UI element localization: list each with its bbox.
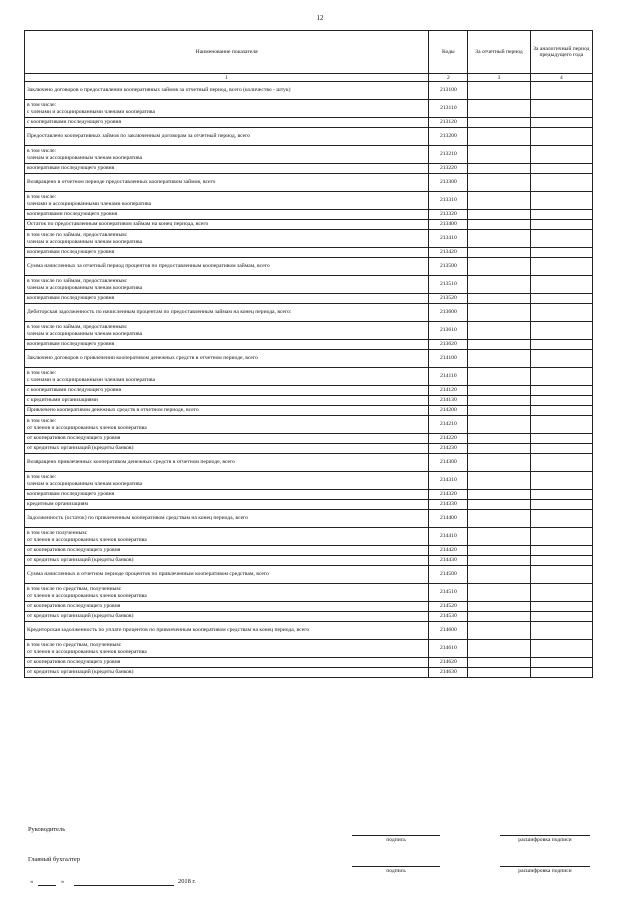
- indicator-code: 213500: [429, 258, 468, 276]
- table-row: [25, 340, 593, 350]
- date-year: 2018 г.: [178, 878, 196, 885]
- head-decoding-line[interactable]: [500, 835, 590, 836]
- indicator-code: 214220: [429, 434, 468, 444]
- indicator-code: 213610: [429, 322, 468, 340]
- current-period-value[interactable]: [468, 386, 530, 396]
- previous-period-value[interactable]: [530, 220, 592, 230]
- date-day-line[interactable]: [38, 885, 56, 886]
- current-period-value[interactable]: [468, 220, 530, 230]
- indicator-code: 214310: [429, 472, 468, 490]
- previous-period-value[interactable]: [530, 304, 592, 322]
- current-period-value[interactable]: [468, 164, 530, 174]
- current-period-value[interactable]: [468, 490, 530, 500]
- indicator-name: в том числе: с членами и ассоциированными членами кооператива: [25, 368, 429, 386]
- head-signature-line[interactable]: [352, 835, 440, 836]
- indicator-code: 214230: [429, 444, 468, 454]
- previous-period-value[interactable]: [530, 258, 592, 276]
- table-row: [25, 396, 593, 406]
- current-period-value[interactable]: [468, 528, 530, 546]
- indicator-name: в том числе по займам, предоставленным: членам и ассоциированным членам кооператива: [25, 322, 429, 340]
- indicator-code: 214410: [429, 528, 468, 546]
- current-period-value[interactable]: [468, 668, 530, 678]
- table-row: [25, 556, 593, 566]
- current-period-value[interactable]: [468, 444, 530, 454]
- table-row: [25, 164, 593, 174]
- current-period-value[interactable]: [468, 416, 530, 434]
- previous-period-value[interactable]: [530, 500, 592, 510]
- current-period-value[interactable]: [468, 128, 530, 146]
- indicator-name: Предоставлено кооперативных займов по заключенным договорам за отчетный период, всего: [25, 128, 429, 146]
- current-period-value[interactable]: [468, 472, 530, 490]
- current-period-value[interactable]: [468, 500, 530, 510]
- table-row: [25, 454, 593, 472]
- indicator-name: с кооперативами последующего уровня: [25, 118, 429, 128]
- table-row: [25, 322, 593, 340]
- indicator-name: от кооперативов последующего уровня: [25, 658, 429, 668]
- indicator-code: 213400: [429, 220, 468, 230]
- previous-period-value[interactable]: [530, 406, 592, 416]
- previous-period-value[interactable]: [530, 294, 592, 304]
- indicator-code: 213310: [429, 192, 468, 210]
- previous-period-value[interactable]: [530, 100, 592, 118]
- indicator-name: от кооперативов последующего уровня: [25, 546, 429, 556]
- previous-period-value[interactable]: [530, 230, 592, 248]
- page-number: 12: [316, 14, 324, 22]
- table-row: [25, 546, 593, 556]
- current-period-value[interactable]: [468, 640, 530, 658]
- indicator-name: кооперативам последующего уровня: [25, 164, 429, 174]
- indicator-name: Задолженность (остаток) по привлеченным кооперативом средствам на конец периода, всего: [25, 510, 429, 528]
- indicator-name: в том числе: с членами и ассоциированными членами кооператива: [25, 100, 429, 118]
- current-period-value[interactable]: [468, 566, 530, 584]
- indicator-code: 214110: [429, 368, 468, 386]
- previous-period-value[interactable]: [530, 322, 592, 340]
- accountant-signature-caption: подпись: [386, 868, 406, 874]
- table-row: [25, 612, 593, 622]
- head-signature-caption: подпись: [386, 837, 406, 843]
- indicator-name: в том числе по займам, предоставленным: членам и ассоциированным членам кооператива: [25, 276, 429, 294]
- indicator-name: Сумма начисленных в отчетном периоде процентов по привлеченным кооперативом средствам, всего: [25, 566, 429, 584]
- indicator-code: 213600: [429, 304, 468, 322]
- previous-period-value[interactable]: [530, 174, 592, 192]
- column-number: 1: [25, 74, 429, 82]
- previous-period-value[interactable]: [530, 248, 592, 258]
- indicator-name: Дебиторская задолженность по начисленным процентам по предоставленным займам на конец периода, всего:: [25, 304, 429, 322]
- table-row: [25, 230, 593, 248]
- indicator-name: от кооперативов последующего уровня: [25, 434, 429, 444]
- previous-period-value[interactable]: [530, 584, 592, 602]
- indicator-name: в том числе: членам и ассоциированным членам кооператива: [25, 472, 429, 490]
- report-table: [24, 30, 593, 678]
- previous-period-value[interactable]: [530, 622, 592, 640]
- current-period-value[interactable]: [468, 434, 530, 444]
- indicator-name: Возвращено привлеченных кооперативом денежных средств в отчетном периоде, всего: [25, 454, 429, 472]
- accountant-decoding-line[interactable]: [500, 866, 590, 867]
- date-month-line[interactable]: [74, 885, 174, 886]
- header-row: [25, 31, 593, 74]
- table-row: [25, 82, 593, 100]
- indicator-name: Кредиторская задолженность по уплате процентов по привлеченным кооперативом средствам на конец периода, всего: [25, 622, 429, 640]
- indicator-name: кооперативам последующего уровня: [25, 294, 429, 304]
- current-period-value[interactable]: [468, 602, 530, 612]
- indicator-code: 213220: [429, 164, 468, 174]
- indicator-name: в том числе: от членов и ассоциированных членов кооператива: [25, 416, 429, 434]
- previous-period-value[interactable]: [530, 340, 592, 350]
- indicator-name: кооперативами последующего уровня: [25, 210, 429, 220]
- table-row: [25, 128, 593, 146]
- table-row: [25, 248, 593, 258]
- current-period-value[interactable]: [468, 584, 530, 602]
- indicator-name: от кооперативов последующего уровня: [25, 602, 429, 612]
- head-label: Руководитель: [28, 826, 66, 833]
- table-row: [25, 444, 593, 454]
- previous-period-value[interactable]: [530, 658, 592, 668]
- table-row: [25, 528, 593, 546]
- indicator-code: 214400: [429, 510, 468, 528]
- current-period-value[interactable]: [468, 294, 530, 304]
- table-row: [25, 490, 593, 500]
- current-period-value[interactable]: [468, 340, 530, 350]
- current-period-value[interactable]: [468, 396, 530, 406]
- table-row: [25, 640, 593, 658]
- indicator-code: 214130: [429, 396, 468, 406]
- table-row: [25, 220, 593, 230]
- current-period-value[interactable]: [468, 406, 530, 416]
- table-row: [25, 434, 593, 444]
- table-row: [25, 602, 593, 612]
- current-period-value[interactable]: [468, 100, 530, 118]
- indicator-name: кредитным организациям: [25, 500, 429, 510]
- indicator-name: с кредитными организациями: [25, 396, 429, 406]
- indicator-code: 214610: [429, 640, 468, 658]
- accountant-signature-line[interactable]: [352, 866, 440, 867]
- indicator-code: 214330: [429, 500, 468, 510]
- previous-period-value[interactable]: [530, 118, 592, 128]
- header-previous-period: За аналогичный период предыдущего года: [530, 31, 592, 74]
- indicator-name: кооперативам последующего уровня: [25, 248, 429, 258]
- indicator-name: от кредитных организаций (кредиты банков): [25, 612, 429, 622]
- indicator-code: 214100: [429, 350, 468, 368]
- previous-period-value[interactable]: [530, 82, 592, 100]
- column-number-row: [25, 74, 593, 82]
- previous-period-value[interactable]: [530, 164, 592, 174]
- current-period-value[interactable]: [468, 322, 530, 340]
- previous-period-value[interactable]: [530, 192, 592, 210]
- table-row: [25, 622, 593, 640]
- indicator-name: Заключено договоров о предоставлении кооперативных займов за отчетный период, всего (количество - штук): [25, 82, 429, 100]
- indicator-code: 214300: [429, 454, 468, 472]
- current-period-value[interactable]: [468, 276, 530, 294]
- previous-period-value[interactable]: [530, 668, 592, 678]
- indicator-name: Остаток по предоставленным кооперативом займам на конец периода, всего: [25, 220, 429, 230]
- current-period-value[interactable]: [468, 556, 530, 566]
- table-row: [25, 416, 593, 434]
- current-period-value[interactable]: [468, 622, 530, 640]
- previous-period-value[interactable]: [530, 528, 592, 546]
- indicator-name: Возвращено в отчетном периоде предоставленных кооперативом займов, всего: [25, 174, 429, 192]
- current-period-value[interactable]: [468, 612, 530, 622]
- table-row: [25, 192, 593, 210]
- indicator-code: 213410: [429, 230, 468, 248]
- indicator-code: 214600: [429, 622, 468, 640]
- column-number: 2: [429, 74, 468, 82]
- indicator-name: в том числе по займам, предоставленным: членам и ассоциированным членам кооператива: [25, 230, 429, 248]
- current-period-value[interactable]: [468, 146, 530, 164]
- table-row: [25, 500, 593, 510]
- previous-period-value[interactable]: [530, 510, 592, 528]
- indicator-code: 214200: [429, 406, 468, 416]
- table-row: [25, 146, 593, 164]
- date-open-quote: «: [30, 878, 34, 885]
- accountant-label: Главный бухгалтер: [28, 856, 80, 863]
- indicator-name: в том числе по средствам, полученным: от членов и ассоциированных членов кооператива: [25, 584, 429, 602]
- indicator-name: Сумма начисленных за отчетный период процентов по предоставленным кооперативом займам, всего: [25, 258, 429, 276]
- indicator-code: 213200: [429, 128, 468, 146]
- current-period-value[interactable]: [468, 304, 530, 322]
- current-period-value[interactable]: [468, 368, 530, 386]
- indicator-code: 214630: [429, 668, 468, 678]
- table-row: [25, 472, 593, 490]
- table-row: [25, 368, 593, 386]
- indicator-code: 214320: [429, 490, 468, 500]
- indicator-name: кооперативам последующего уровня: [25, 490, 429, 500]
- table-row: [25, 566, 593, 584]
- previous-period-value[interactable]: [530, 472, 592, 490]
- column-number: 3: [468, 74, 530, 82]
- current-period-value[interactable]: [468, 248, 530, 258]
- current-period-value[interactable]: [468, 174, 530, 192]
- previous-period-value[interactable]: [530, 350, 592, 368]
- table-row: [25, 584, 593, 602]
- current-period-value[interactable]: [468, 546, 530, 556]
- indicator-code: 214430: [429, 556, 468, 566]
- previous-period-value[interactable]: [530, 210, 592, 220]
- indicator-name: в том числе по средствам, полученным: от членов и ассоциированных членов кооператива: [25, 640, 429, 658]
- previous-period-value[interactable]: [530, 566, 592, 584]
- indicator-name: кооперативам последующего уровня: [25, 340, 429, 350]
- table-row: [25, 350, 593, 368]
- previous-period-value[interactable]: [530, 396, 592, 406]
- current-period-value[interactable]: [468, 258, 530, 276]
- previous-period-value[interactable]: [530, 146, 592, 164]
- indicator-code: 213100: [429, 82, 468, 100]
- previous-period-value[interactable]: [530, 434, 592, 444]
- header-code: Коды: [429, 31, 468, 74]
- table-row: [25, 276, 593, 294]
- indicator-name: Привлечено кооперативом денежных средств в отчетном периоде, всего: [25, 406, 429, 416]
- indicator-name: в том числе: членам и ассоциированным членам кооператива: [25, 146, 429, 164]
- current-period-value[interactable]: [468, 350, 530, 368]
- previous-period-value[interactable]: [530, 444, 592, 454]
- table-row: [25, 100, 593, 118]
- indicator-code: 213320: [429, 210, 468, 220]
- previous-period-value[interactable]: [530, 490, 592, 500]
- indicator-code: 214210: [429, 416, 468, 434]
- table-row: [25, 304, 593, 322]
- indicator-code: 213510: [429, 276, 468, 294]
- table-row: [25, 510, 593, 528]
- indicator-name: с кооперативами последующего уровня: [25, 386, 429, 396]
- table-row: [25, 406, 593, 416]
- indicator-code: 214530: [429, 612, 468, 622]
- indicator-code: 213120: [429, 118, 468, 128]
- indicator-name: Заключено договоров о привлечении кооперативом денежных средств в отчетном периоде, всего: [25, 350, 429, 368]
- indicator-code: 214520: [429, 602, 468, 612]
- table-row: [25, 386, 593, 396]
- previous-period-value[interactable]: [530, 416, 592, 434]
- indicator-code: 214420: [429, 546, 468, 556]
- table-row: [25, 658, 593, 668]
- previous-period-value[interactable]: [530, 640, 592, 658]
- header-name: Наименование показателя: [25, 31, 429, 74]
- current-period-value[interactable]: [468, 510, 530, 528]
- current-period-value[interactable]: [468, 454, 530, 472]
- indicator-code: 214620: [429, 658, 468, 668]
- indicator-code: 213110: [429, 100, 468, 118]
- indicator-name: в том числе: членами и ассоциированными членами кооператива: [25, 192, 429, 210]
- table-row: [25, 294, 593, 304]
- current-period-value[interactable]: [468, 230, 530, 248]
- indicator-code: 214120: [429, 386, 468, 396]
- previous-period-value[interactable]: [530, 546, 592, 556]
- indicator-code: 213520: [429, 294, 468, 304]
- indicator-code: 213300: [429, 174, 468, 192]
- indicator-code: 214500: [429, 566, 468, 584]
- indicator-name: от кредитных организаций (кредиты банков): [25, 444, 429, 454]
- current-period-value[interactable]: [468, 210, 530, 220]
- current-period-value[interactable]: [468, 192, 530, 210]
- indicator-code: 213420: [429, 248, 468, 258]
- column-number: 4: [530, 74, 592, 82]
- table-row: [25, 210, 593, 220]
- table-row: [25, 174, 593, 192]
- accountant-decoding-caption: расшифровка подписи: [518, 868, 572, 874]
- current-period-value[interactable]: [468, 118, 530, 128]
- indicator-code: 213620: [429, 340, 468, 350]
- previous-period-value[interactable]: [530, 386, 592, 396]
- previous-period-value[interactable]: [530, 368, 592, 386]
- indicator-name: от кредитных организаций (кредиты банков): [25, 668, 429, 678]
- header-current-period: За отчетный период: [468, 31, 530, 74]
- previous-period-value[interactable]: [530, 128, 592, 146]
- previous-period-value[interactable]: [530, 612, 592, 622]
- indicator-code: 213210: [429, 146, 468, 164]
- table-row: [25, 258, 593, 276]
- previous-period-value[interactable]: [530, 556, 592, 566]
- date-close-quote: »: [61, 878, 65, 885]
- table-row: [25, 118, 593, 128]
- previous-period-value[interactable]: [530, 454, 592, 472]
- head-decoding-caption: расшифровка подписи: [518, 837, 572, 843]
- previous-period-value[interactable]: [530, 602, 592, 612]
- current-period-value[interactable]: [468, 82, 530, 100]
- table-body: [25, 82, 593, 678]
- previous-period-value[interactable]: [530, 276, 592, 294]
- current-period-value[interactable]: [468, 658, 530, 668]
- indicator-name: от кредитных организаций (кредиты банков): [25, 556, 429, 566]
- table-row: [25, 668, 593, 678]
- indicator-name: в том числе полученным: от членов и ассоциированных членов кооператива: [25, 528, 429, 546]
- indicator-code: 214510: [429, 584, 468, 602]
